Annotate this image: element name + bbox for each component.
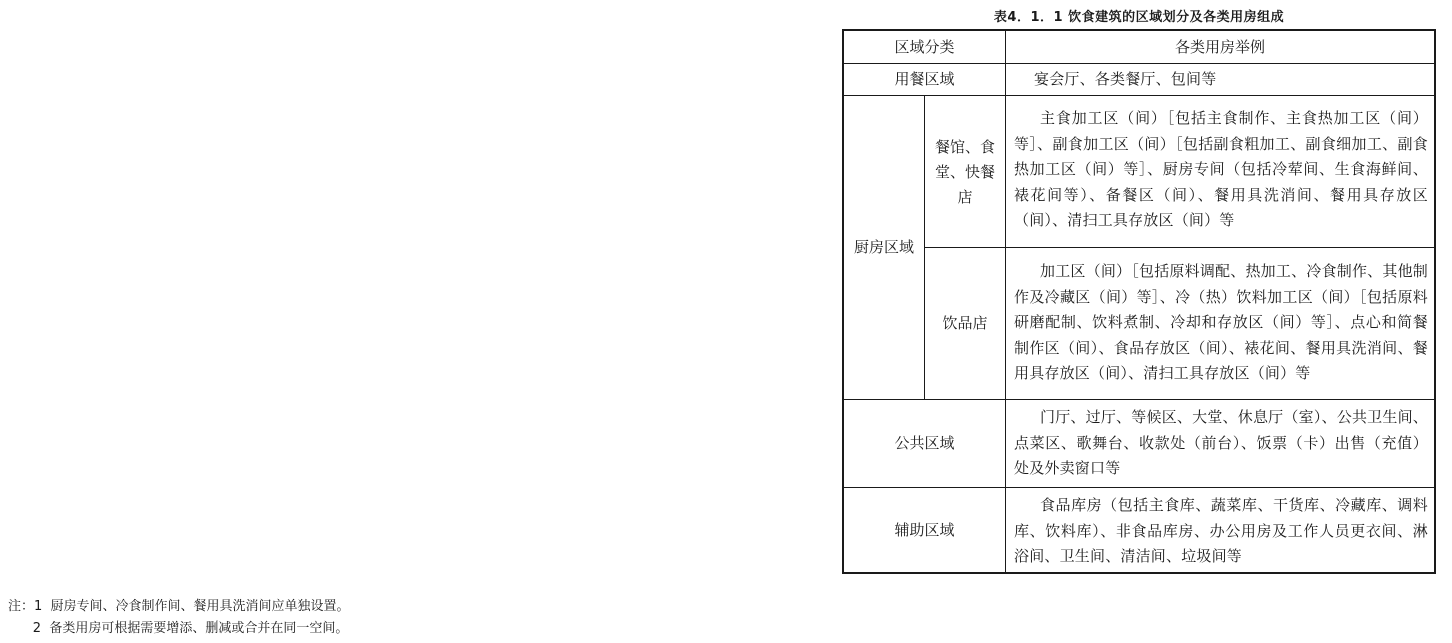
drinks-type-label: 饮品店 (942, 314, 988, 332)
auxiliary-rooms: 食品库房（包括主食库、蔬菜库、干货库、冷藏库、调料库、饮料库）、非食品库房、办公用房及工作人员更衣间、淋浴间、卫生间、清洁间、垃圾间等 (1014, 496, 1428, 565)
column-divider (1005, 31, 1006, 572)
restaurant-rooms: 主食加工区（间）［包括主食制作、主食热加工区（间）等］、副食加工区（间）［包括副食粗加工、副食细加工、副食热加工区（间）等］、厨房专间（包括冷荤间、生食海鲜间、裱花间等）、备餐区（间）、餐用具洗消间、餐用具存放区（间）、清扫工具存放区（间）等 (1014, 109, 1428, 229)
note-2: 2 备类用房可根据需要增添、删减或合并在同一空间。 (8, 621, 349, 636)
table-notes (8, 596, 350, 640)
header-rooms: 各类用房举例 (1174, 37, 1265, 56)
auxiliary-zone-label: 辅助区域 (894, 520, 955, 539)
dining-rooms: 宴会厅、各类餐厅、包间等 (1034, 70, 1217, 88)
table-title: 表4．1．1 饮食建筑的区域划分及各类用房组成 (993, 10, 1285, 25)
drinks-rooms: 加工区（间）［包括原料调配、热加工、冷食制作、其他制作及冷藏区（间）等］、冷（热）饮料加工区（间）［包括原料研磨配制、饮料煮制、冷却和存放区（间）等］、点心和简餐制作区（间）、食品存放区（间）、裱花间、餐用具洗消间、餐用具存放区（间）、清扫工具存放区（间）等 (1014, 262, 1428, 382)
restaurant-type-label: 餐馆、食堂、快餐店 (934, 138, 995, 206)
note-1: 注：1 厨房专间、冷食制作间、餐用具洗消间应单独设置。 (8, 599, 350, 614)
kitchen-zone-label: 厨房区域 (853, 238, 914, 256)
public-zone-label: 公共区域 (894, 434, 955, 452)
dining-zone-label: 用餐区域 (894, 70, 955, 88)
public-rooms: 门厅、过厅、等候区、大堂、休息厅（室）、公共卫生间、点菜区、歌舞台、收款处（前台）、饭票（卡）出售（充值）处及外卖窗口等 (1014, 408, 1428, 477)
header-zone: 区域分类 (894, 37, 955, 56)
zone-table (842, 29, 1436, 574)
